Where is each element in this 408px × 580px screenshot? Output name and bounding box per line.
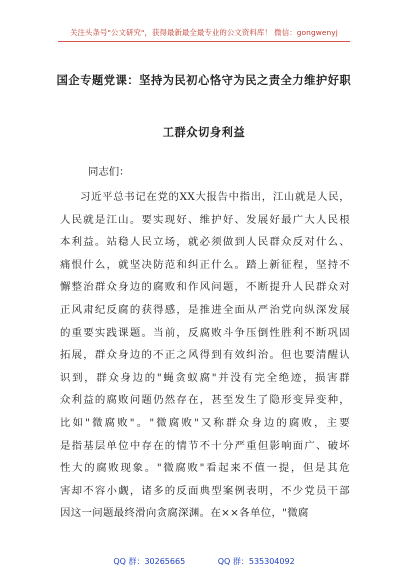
footer-qq-group-1: QQ 群：30265665: [113, 557, 186, 566]
body-line: 人民就是江山。要实现好、维护好、发展好最广大人民根: [60, 213, 350, 226]
body-text: [60, 186, 350, 525]
body-line: 本利益。站稳人民立场，就必须做到人民群众反对什么、: [60, 236, 350, 249]
body-line: 拓展，群众身边的不正之风得到有效纠治。但也要清醒认: [60, 349, 350, 362]
body-line: 懈整治群众身边的腐败和作风问题，不断提升人民群众对: [60, 281, 350, 294]
header-divider: [58, 41, 350, 42]
body-line: 识到，群众身边的"蝇贪蚁腐"并没有完全绝迹，损害群: [60, 371, 350, 384]
body-line: 性大的腐败现象。"微腐败"看起来不值一提，但是其危: [60, 462, 350, 475]
body-line: 因这一问题最终滑向贪腐深渊。在××各单位，"微腐: [60, 507, 309, 520]
body-line: 的重要实践课题。当前，反腐败斗争压倒性胜利不断巩固: [60, 326, 350, 339]
body-line: 痛恨什么，就坚决防范和纠正什么。踏上新征程，坚持不: [60, 258, 350, 271]
body-line: 害却不容小觑，诸多的反面典型案例表明，不少党员干部: [60, 484, 350, 497]
body-line: 习近平总书记在党的XX大报告中指出，江山就是人民，: [80, 191, 350, 203]
document-title-line-1: 国企专题党课：坚持为民初心恪守为民之责全力维护好职: [56, 73, 352, 87]
body-line: 正风肃纪反腐的获得感，是推进全面从严治党向纵深发展: [60, 303, 350, 316]
footer-qq-groups: [0, 556, 408, 567]
body-line: 众利益的腐败问题仍然存在，甚至发生了隐形变异变种，: [60, 394, 350, 407]
header-banner: 关注头条号"公文研究"，获得最新最全最专业的公文资料库！ 微信：gongwenyj: [70, 28, 338, 37]
footer-qq-group-2: QQ 群：535304092: [217, 557, 295, 566]
document-title-line-2: 工群众切身利益: [162, 125, 246, 139]
salutation: 同志们：: [88, 166, 130, 178]
body-line: 是指基层单位中存在的情节不十分严重但影响面广、破坏: [60, 439, 350, 452]
body-line: 比如"微腐败"。"微腐败"又称群众身边的腐败，主要: [60, 416, 350, 429]
